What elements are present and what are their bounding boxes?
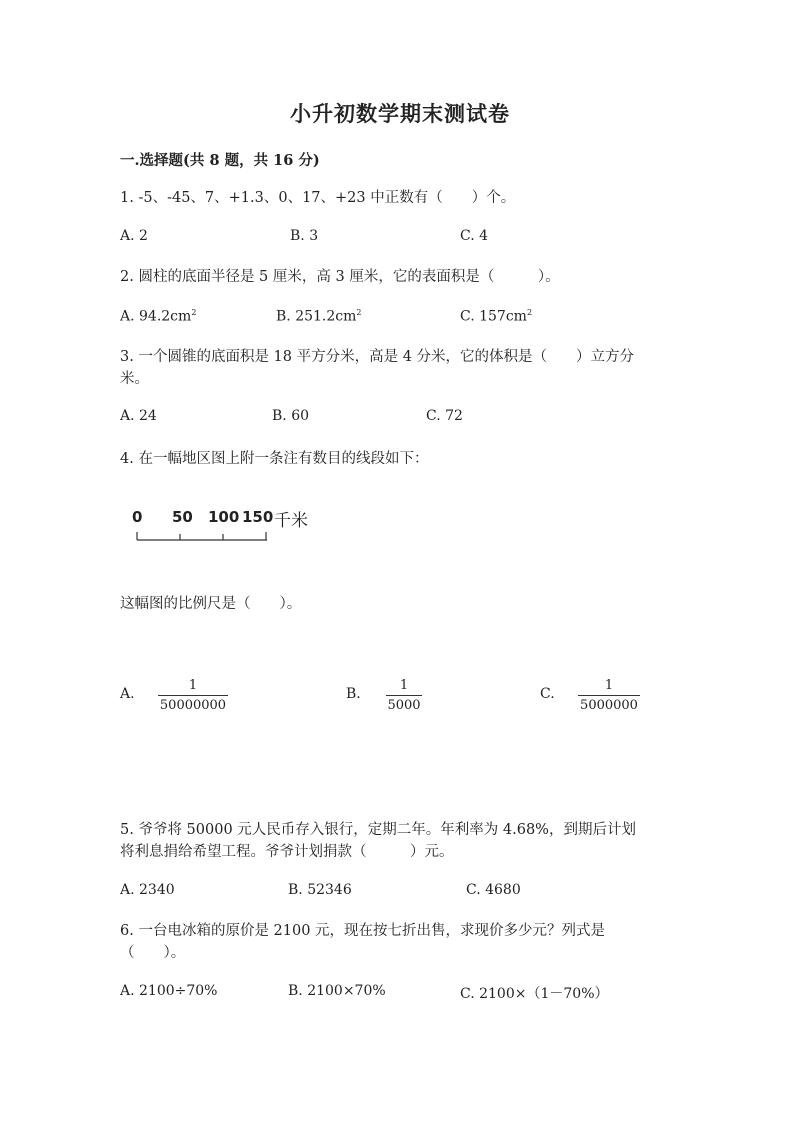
q2-option-b-label: B. 251.2cm	[276, 308, 357, 325]
q4-option-b-fraction[interactable]	[386, 678, 422, 713]
q3-option-c[interactable]: C. 72	[426, 408, 463, 424]
q2-option-c-label: C. 157cm	[460, 308, 527, 325]
question-3-line-1: 3. 一个圆锥的底面积是 18 平方分米，高是 4 分米，它的体积是（ ）立方分	[120, 349, 635, 365]
q4-option-c-letter[interactable]: C.	[540, 686, 555, 702]
superscript-2: 2	[191, 308, 197, 317]
q5-option-c[interactable]: C. 4680	[466, 882, 521, 898]
q6-option-a[interactable]: A. 2100÷70%	[120, 983, 218, 999]
fraction-numerator: 1	[188, 678, 198, 693]
superscript-2: 2	[356, 308, 362, 317]
q1-option-b[interactable]: B. 3	[290, 228, 319, 244]
scale-label-100: 100	[208, 508, 240, 526]
q3-option-b[interactable]: B. 60	[272, 408, 310, 424]
fraction-denominator: 50000000	[159, 698, 227, 713]
q3-option-a[interactable]: A. 24	[120, 408, 157, 424]
q4-option-b-letter[interactable]: B.	[346, 686, 361, 702]
question-5-line-1: 5. 爷爷将 50000 元人民币存入银行，定期二年。年利率为 4.68%，到期后计划	[120, 822, 636, 838]
q4-option-a-letter[interactable]: A.	[120, 686, 135, 702]
q1-option-a[interactable]: A. 2	[120, 228, 148, 244]
q4-option-a-fraction[interactable]	[158, 678, 228, 713]
q2-option-a[interactable]	[120, 308, 196, 325]
q6-option-b[interactable]: B. 2100×70%	[288, 983, 386, 999]
question-4-prompt: 这幅图的比例尺是（ ）。	[120, 596, 302, 612]
question-6-line-1: 6. 一台电冰箱的原价是 2100 元，现在按七折出售，求现价多少元？列式是	[120, 923, 606, 939]
fraction-denominator: 5000	[387, 698, 421, 713]
q1-option-c[interactable]: C. 4	[460, 228, 489, 244]
superscript-2: 2	[526, 308, 533, 317]
fraction-denominator: 5000000	[580, 698, 638, 713]
q5-option-a[interactable]: A. 2340	[120, 882, 175, 898]
question-6-line-2: （ ）。	[120, 945, 186, 961]
fraction-numerator: 1	[604, 678, 614, 693]
question-3-line-2: 米。	[120, 371, 149, 387]
page-title: 小升初数学期末测试卷	[290, 101, 510, 126]
q2-option-c[interactable]	[460, 308, 532, 325]
scale-label-150: 150	[242, 508, 274, 526]
scale-unit: 千米	[274, 511, 308, 531]
section-heading: 一.选择题(共 8 题，共 16 分)	[120, 152, 320, 169]
scale-line	[130, 528, 270, 542]
question-1: 1. -5、-45、7、+1.3、0、17、+23 中正数有（ ）个。	[120, 190, 516, 206]
q2-option-b[interactable]	[276, 308, 361, 325]
fraction-numerator: 1	[399, 678, 409, 693]
scale-label-50: 50	[172, 508, 193, 526]
scale-label-0: 0	[132, 508, 143, 526]
question-2: 2. 圆柱的底面半径是 5 厘米，高 3 厘米，它的表面积是（ ）。	[120, 269, 560, 285]
q6-option-c[interactable]: C. 2100×（1－70%）	[460, 986, 609, 1002]
question-4: 4. 在一幅地区图上附一条注有数目的线段如下：	[120, 451, 429, 467]
question-5-line-2: 将利息捐给希望工程。爷爷计划捐款（ ）元。	[120, 844, 454, 860]
q4-option-c-fraction[interactable]	[578, 678, 640, 713]
scale-bar	[130, 506, 330, 546]
q2-option-a-label: A. 94.2cm	[120, 308, 192, 325]
q5-option-b[interactable]: B. 52346	[288, 882, 352, 898]
